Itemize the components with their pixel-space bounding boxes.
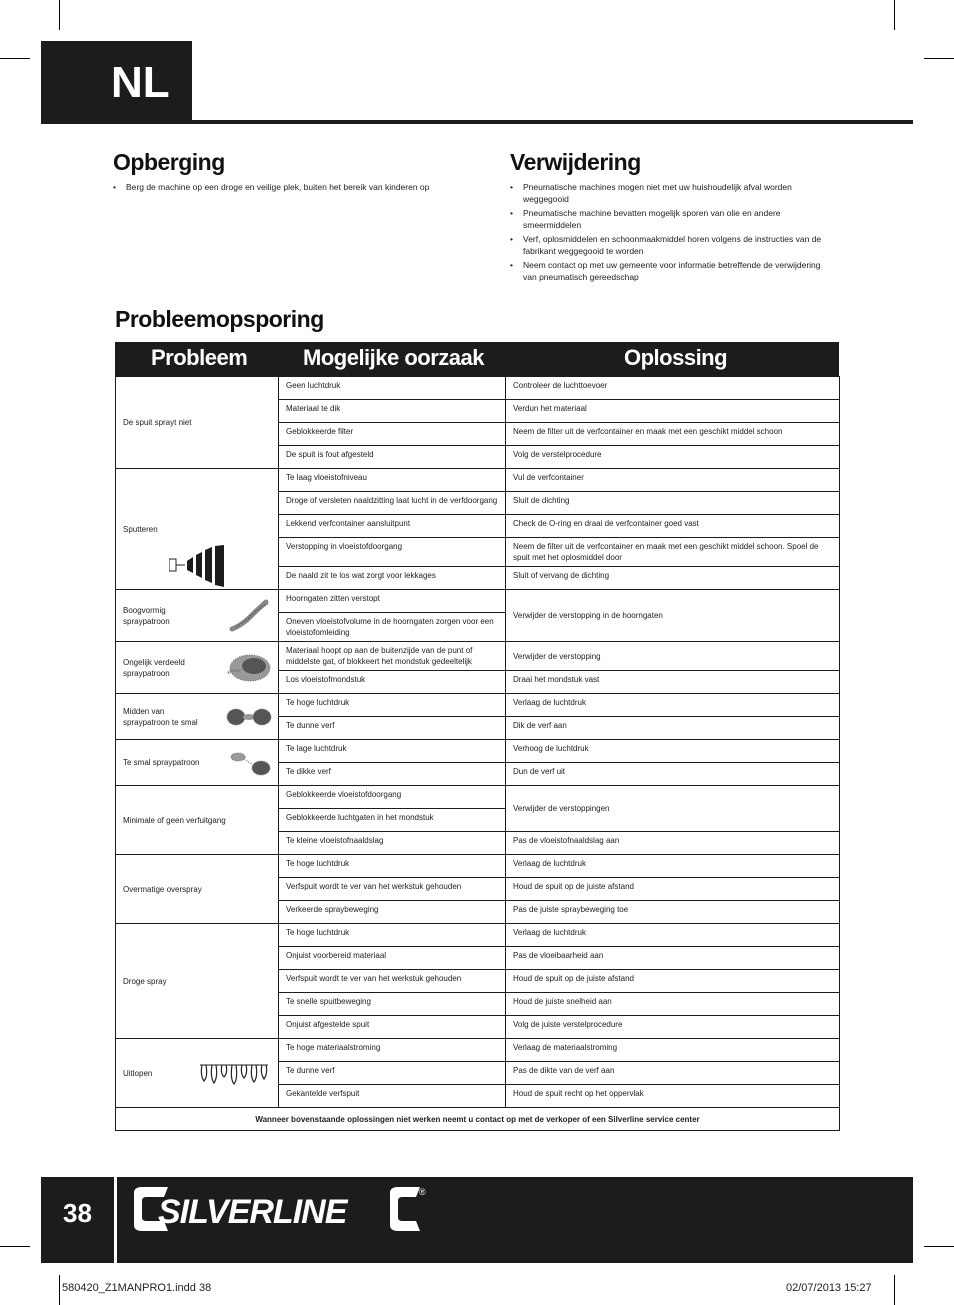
table-row: [116, 469, 840, 492]
solution-cell: Pas de vloeistofnaaldslag aan: [506, 832, 840, 855]
silverline-logo: [128, 1183, 428, 1240]
solution-cell: Pas de vloeibaarheid aan: [506, 947, 840, 970]
table-row: [116, 590, 840, 613]
troubleshooting-table: [115, 376, 840, 1131]
problem-cell: Overmatige overspray: [116, 855, 279, 924]
problem-cell: Boogvormig spraypatroon: [116, 590, 279, 642]
problem-cell: Ongelijk verdeeld spraypatroon: [116, 642, 279, 694]
solution-cell: Verwijder de verstopping in de hoorngaten: [506, 590, 840, 642]
storage-title: Opberging: [113, 149, 225, 175]
cause-cell: Te snelle spuitbeweging: [279, 993, 506, 1016]
table-row: [116, 694, 840, 717]
table-row: [116, 642, 840, 671]
solution-cell: Houd de spuit op de juiste afstand: [506, 970, 840, 993]
cause-cell: Te kleine vloeistofnaaldslag: [279, 832, 506, 855]
troubleshooting-title: Probleemopsporing: [115, 306, 324, 332]
solution-cell: Verwijder de verstopping: [506, 642, 840, 671]
problem-cell: Minimale of geen verfuitgang: [116, 786, 279, 855]
cause-cell: Los vloeistofmondstuk: [279, 671, 506, 694]
cause-cell: Te hoge materiaalstroming: [279, 1039, 506, 1062]
footer-separator: [114, 1177, 117, 1263]
problem-cell: Te smal spraypatroon: [116, 740, 279, 786]
page-number: 38: [63, 1198, 92, 1228]
cause-cell: Verstopping in vloeistofdoorgang: [279, 538, 506, 567]
cause-cell: Te laag vloeistofniveau: [279, 469, 506, 492]
cause-cell: Oneven vloeistofvolume in de hoorngaten zorgen voor een vloeistofomleiding: [279, 613, 506, 642]
problem-cell: Uitlopen: [116, 1039, 279, 1108]
cause-cell: De naald zit te los wat zorgt voor lekkages: [279, 567, 506, 590]
crop-mark: [0, 58, 30, 59]
storage-item: • Berg de machine op een droge en veilige plek, buiten het bereik van kinderen op: [113, 181, 443, 193]
solution-cell: Pas de juiste spraybeweging toe: [506, 901, 840, 924]
solution-cell: Dik de verf aan: [506, 717, 840, 740]
header-rule: [192, 120, 913, 124]
solution-cell: Verlaag de luchtdruk: [506, 694, 840, 717]
cause-cell: Geen luchtdruk: [279, 377, 506, 400]
solution-cell: Check de O-ring en draai de verfcontainer goed vast: [506, 515, 840, 538]
disposal-title: Verwijdering: [510, 149, 641, 175]
slug-datetime: 02/07/2013 15:27: [786, 1282, 872, 1294]
table-row: [116, 924, 840, 947]
solution-cell: Houd de spuit recht op het oppervlak: [506, 1085, 840, 1108]
cause-cell: Lekkend verfcontainer aansluitpunt: [279, 515, 506, 538]
solution-cell: Houd de spuit op de juiste afstand: [506, 878, 840, 901]
table-footer-note: Wanneer bovenstaande oplossingen niet werken neemt u contact op met de verkoper of een Silverline service center: [116, 1108, 840, 1131]
cause-cell: Geblokkeerde filter: [279, 423, 506, 446]
cause-cell: Te dunne verf: [279, 717, 506, 740]
cause-cell: Onjuist afgestelde spuit: [279, 1016, 506, 1039]
cause-cell: Droge of versleten naaldzitting laat lucht in de verfdoorgang: [279, 492, 506, 515]
solution-cell: Neem de filter uit de verfcontainer en maak met een geschikt middel schoon. Spoel de spuit met het oplosmiddel door: [506, 538, 840, 567]
solution-cell: Pas de dikte van de verf aan: [506, 1062, 840, 1085]
solution-cell: Vul de verfcontainer: [506, 469, 840, 492]
table-header: [115, 342, 839, 376]
problem-cell: Droge spray: [116, 924, 279, 1039]
problem-cell: Sputteren: [116, 469, 279, 590]
cause-cell: Te dunne verf: [279, 1062, 506, 1085]
silverline-logo-mark: [128, 1183, 428, 1235]
solution-cell: Controleer de luchttoevoer: [506, 377, 840, 400]
table-row: [116, 1039, 840, 1062]
disposal-item: • Neem contact op met uw gemeente voor informatie betreffende de verwijdering van pneumatisch gereedschap: [510, 259, 835, 283]
cause-cell: Verfspuit wordt te ver van het werkstuk gehouden: [279, 878, 506, 901]
cause-cell: Te hoge luchtdruk: [279, 855, 506, 878]
table-footer-row: [116, 1108, 840, 1131]
storage-list: [113, 181, 443, 195]
runs-icon: [198, 1059, 272, 1087]
solution-cell: Sluit de dichting: [506, 492, 840, 515]
narrow-middle-spray-icon: [226, 705, 272, 729]
table-row: [116, 740, 840, 763]
cause-cell: Materiaal te dik: [279, 400, 506, 423]
arc-spray-pattern-icon: [228, 599, 272, 633]
language-tag: NL: [41, 41, 192, 124]
cause-cell: De spuit is fout afgesteld: [279, 446, 506, 469]
cause-cell: Te dikke verf: [279, 763, 506, 786]
cause-cell: Materiaal hoopt op aan de buitenzijde van de punt of middelste gat, of blokkeert het mondstuk gedeeltelijk: [279, 642, 506, 671]
logo-wordmark: SILVERLINE: [158, 1193, 347, 1231]
header-solution: Oplossing: [624, 345, 728, 370]
solution-cell: Volg de verstelprocedure: [506, 446, 840, 469]
cause-cell: Geblokkeerde vloeistofdoorgang: [279, 786, 506, 809]
cause-cell: Te hoge luchtdruk: [279, 694, 506, 717]
crop-mark: [924, 58, 954, 59]
slug-file: 580420_Z1MANPRO1.indd 38: [62, 1282, 212, 1294]
cause-cell: Gekantelde verfspuit: [279, 1085, 506, 1108]
solution-cell: Verlaag de luchtdruk: [506, 855, 840, 878]
cause-cell: Hoorngaten zitten verstopt: [279, 590, 506, 613]
solution-cell: Verhoog de luchtdruk: [506, 740, 840, 763]
solution-cell: Houd de juiste snelheid aan: [506, 993, 840, 1016]
crop-mark: [0, 1246, 30, 1247]
solution-cell: Verlaag de materiaalstroming: [506, 1039, 840, 1062]
header-problem: Probleem: [151, 345, 248, 370]
cause-cell: Onjuist voorbereid materiaal: [279, 947, 506, 970]
disposal-item: • Verf, oplosmiddelen en schoonmaakmiddel horen volgens de instructies van de fabrikant weggegooid te worden: [510, 233, 835, 257]
solution-cell: Verwijder de verstoppingen: [506, 786, 840, 832]
uneven-spray-pattern-icon: [224, 651, 272, 685]
disposal-item: • Pneumatische machines mogen niet met uw huishoudelijk afval worden weggegooid: [510, 181, 835, 205]
crop-mark: [59, 0, 60, 30]
solution-cell: Neem de filter uit de verfcontainer en maak met een geschikt middel schoon: [506, 423, 840, 446]
disposal-list: [510, 181, 835, 285]
cause-cell: Te lage luchtdruk: [279, 740, 506, 763]
table-row: [116, 786, 840, 809]
crop-mark: [924, 1246, 954, 1247]
solution-cell: Sluit of vervang de dichting: [506, 567, 840, 590]
solution-cell: Verlaag de luchtdruk: [506, 924, 840, 947]
cause-cell: Verfspuit wordt te ver van het werkstuk gehouden: [279, 970, 506, 993]
problem-cell: Midden van spraypatroon te smal: [116, 694, 279, 740]
cause-cell: Geblokkeerde luchtgaten in het mondstuk: [279, 809, 506, 832]
crop-mark: [894, 1275, 895, 1305]
cause-cell: Te hoge luchtdruk: [279, 924, 506, 947]
crop-mark: [894, 0, 895, 30]
cause-cell: Verkeerde spraybeweging: [279, 901, 506, 924]
solution-cell: Draai het mondstuk vast: [506, 671, 840, 694]
solution-cell: Dun de verf uit: [506, 763, 840, 786]
solution-cell: Volg de juiste verstelprocedure: [506, 1016, 840, 1039]
narrow-spray-icon: [228, 749, 272, 777]
table-row: [116, 855, 840, 878]
solution-cell: Verdun het materiaal: [506, 400, 840, 423]
table-row: [116, 377, 840, 400]
disposal-item: • Pneumatische machine bevatten mogelijk sporen van olie en andere smeermiddelen: [510, 207, 835, 231]
sputter-cone-icon: [169, 545, 229, 589]
header-cause: Mogelijke oorzaak: [303, 345, 485, 370]
crop-mark: [59, 1275, 60, 1305]
registered-mark: ®: [419, 1187, 426, 1197]
problem-cell: De spuit sprayt niet: [116, 377, 279, 469]
